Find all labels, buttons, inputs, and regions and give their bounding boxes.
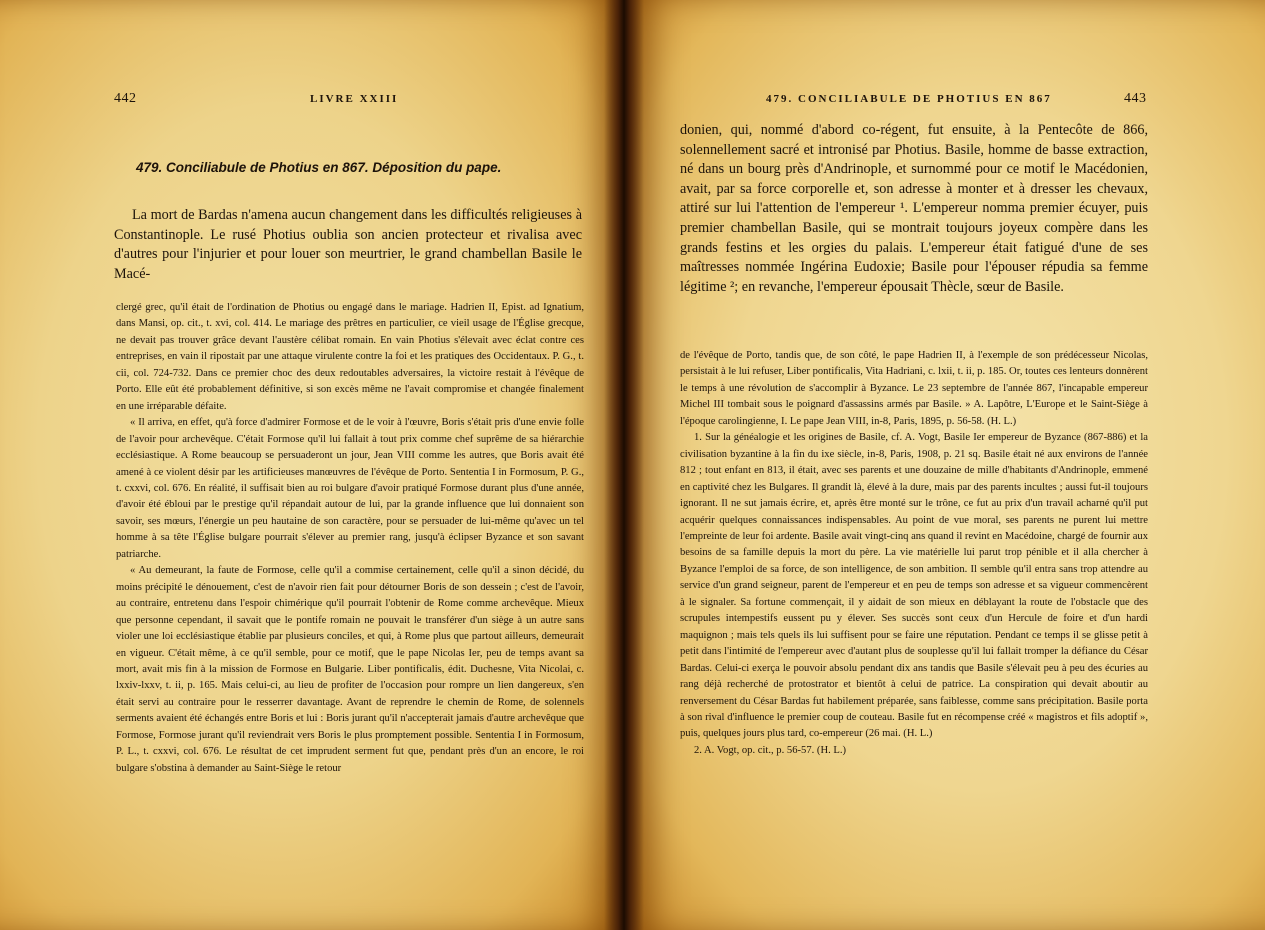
right-page-number: 443 — [1124, 91, 1147, 106]
left-note-paragraph: « Au demeurant, la faute de Formose, celle qu'il a commise certainement, celle qu'il a sinon décidé, du moins précipité le dénouement, c'est de n'avoir rien fait pour détourner Boris de son dessein ; c'est de l'avoir, au contraire, entretenu dans l'espoir chimérique qu'il pourrait l'obtenir de Rome comme archevêque. Mieux que personne cependant, il savait que le pontife romain ne pouvait le transférer d'un siège à un autre sans violer une loi ecclésiastique établie par plusieurs conciles, et qui, à Rome plus que partout ailleurs, demeurait en vigueur. C'était même, à ce qu'il semble, pour ce motif, que le pape Nicolas Ier, peu de temps avant sa mort, avait mis fin à la mission de Formose en Bulgarie. Liber pontificalis, édit. Duchesne, Vita Nicolai, c. lxxiv-lxxv, t. ii, p. 165. Mais celui-ci, au lieu de profiter de l'occasion pour rompre un lien dangereux, s'en était servi au contraire pour le resserrer davantage. Avant de reprendre le chemin de Rome, de solennels serments avaient été échangés entre Boris et lui : Boris jurant qu'il n'accepterait jamais d'autre archevêque que Formose, Formose jurant qu'il reviendrait vers Boris le plus promptement possible. Sententia I in Formosum, P. L., t. cxxvi, col. 676. Le résultat de cet imprudent serment fut que, pendant près d'un an encore, le roi bulgare s'obstina à demander au Saint-Siège le retour — [116, 565, 584, 774]
right-page — [630, 0, 1265, 930]
left-note-paragraph: « Il arriva, en effet, qu'à force d'admirer Formose et de le voir à l'œuvre, Boris s'était pris d'une envie folle de l'avoir pour archevêque. C'était Formose qu'il lui fallait à tout prix comme chef suprême de sa hiérarchie ecclésiastique. A Rome beaucoup se persuaderont un jour, Jean VIII comme les autres, que Boris avait été amené à ce violent désir par les artificieuses manœuvres de l'évêque de Porto. Sententia I in Formosum, P. G., t. cxxvi, col. 676. En réalité, il suffisait bien au roi bulgare d'avoir pratiqué Formose durant plus d'une année, d'avoir été ébloui par le prestige qu'il répandait autour de lui, par la grande influence que lui donnaient son savoir, ses mœurs, l'énergie un peu hautaine de son caractère, pour se persuader de lui-même qu'avec un tel homme à sa tête l'Église bulgare pourrait s'élever au premier rang, jusqu'à éclipser Byzance et son savant patriarche. — [116, 417, 584, 560]
footnote-2: 2. A. Vogt, op. cit., p. 56-57. (H. L.) — [694, 744, 847, 756]
left-page-number: 442 — [114, 91, 137, 106]
right-body-text: donien, qui, nommé d'abord co-régent, fut ensuite, à la Pentecôte de 866, solennellement sacré et intronisé par Photius. Basile, homme de basse extraction, né dans un bourg près d'Andrinople, et surnommé pour ce motif le Macédonien, avait, par sa force corporelle et, son adresse à monter et à dresser les chevaux, attiré sur lui l'attention de l'empereur ¹. L'empereur nomma premier écuyer, puis premier chambellan Basile, qui se montrait toujours joyeux compère dans les grands festins et les orgies du palais. L'empereur était fatigué d'une de ses maîtresses nommée Ingérina Eudoxie; Basile pour l'épouser répudia sa femme légitime ²; en revanche, l'empereur épousait Thècle, sœur de Basile. — [680, 122, 1148, 295]
left-body-text: La mort de Bardas n'amena aucun changement dans les difficultés religieuses à Constantinople. Le rusé Photius oublia son ancien protecteur et rivalisa avec d'autres pour l'injurier et pour louer son meurtrier, le grand chambellan Basile le Macé- — [114, 207, 582, 282]
right-running-head: 479. CONCILIABULE DE PHOTIUS EN 867 — [766, 93, 1052, 105]
left-running-head: LIVRE XXIII — [310, 93, 399, 105]
right-note-paragraph: de l'évêque de Porto, tandis que, de son côté, le pape Hadrien II, à l'exemple de son prédécesseur Nicolas, persistait à le lui refuser, Liber pontificalis, Vita Hadriani, c. lxii, t. ii, p. 185. Or, toutes ces lenteurs donnèrent le temps à une révolution de s'accomplir à Byzance. Le 23 septembre de l'année 867, l'incapable empereur Michel III tombait sous le poignard d'assassins armés par Basile. » A. Lapôtre, L'Europe et le Saint-Siège à l'époque carolingienne, I. Le pape Jean VIII, in-8, Paris, 1895, p. 56-58. (H. L.) — [680, 350, 1148, 427]
left-footnotes — [116, 300, 584, 777]
left-page — [0, 0, 618, 930]
section-heading: 479. Conciliabule de Photius en 867. Déposition du pape. — [136, 160, 502, 175]
left-note-paragraph: clergé grec, qu'il était de l'ordination de Photius ou engagé dans le mariage. Hadrien II, Epist. ad Ignatium, dans Mansi, op. cit., t. xvi, col. 414. Le mariage des prêtres en particulier, ce vieil usage de l'Église grecque, ne devait pas trouver grâce devant l'austère célibat romain. En vain Photius s'élevait avec éclat contre ces entreprises, en vain il ripostait par une attaque virulente contre la foi et les pratiques des Occidentaux. P. G., t. cii, col. 724-732. Dans ce premier choc des deux redoutables adversaires, la victoire restait à l'évêque de Porto. Elle eût été probablement définitive, si son excès même ne l'avait compromise et changée finalement en une irréparable défaite. — [116, 302, 584, 412]
book-gutter — [604, 0, 644, 930]
right-footnotes — [680, 348, 1148, 759]
footnote-1: 1. Sur la généalogie et les origines de Basile, cf. A. Vogt, Basile Ier empereur de Byzance (867-886) et la civilisation byzantine à la fin du ixe siècle, in-8, Paris, 1908, p. 21 sq. Basile était né aux environs de l'année 812 ; tout enfant en 813, il était, avec ses parents et une douzaine de mille d'habitants d'Andrinople, emmené en captivité chez les Bulgares. Il grandit là, élevé à la dure, mais par des parents incultes ; aussi fut-il toujours ignorant. Il ne sut jamais écrire, et, après être monté sur le trône, ce fut au prix d'un travail acharné qu'il put acquérir quelques connaissances indispensables. Au point de vue moral, ses parents ne purent lui mettre l'empreinte de leur foi ardente. Basile avait vingt-cinq ans quand il revint en Macédoine, chargé de fournir aux besoins de sa famille depuis la mort du père. La vie matérielle lui parut trop pénible et il alla chercher à Byzance l'emploi de sa force, de son intelligence, de son ambition. Il semble qu'il entra sans trop attendre au service d'un grand seigneur, parent de l'empereur et en peu de temps son adresse et sa vigueur commencèrent à le signaler. Sa fortune commençait, il y aidait de son mieux en déblayant la route de l'obstacle que des scrupules intempestifs eussent pu y élever. Ses succès sont ceux d'un Hercule de foire et d'un hardi maquignon ; mais tels quels ils lui suffisent pour se faire une réputation. Pendant ce temps il se glisse petit à petit dans l'intimité de l'empereur avec d'autant plus de souplesse qu'il lui fallait tromper la défiance du César Bardas. Celui-ci exerça le pouvoir absolu pendant dix ans tandis que Basile s'élevait peu à peu des écuries au rang déjà recherché de protostrator et bientôt à celui de patrice. La conspiration qui devait aboutir au renversement du César Bardas fut habilement préparée, sans faiblesse, comme sans précipitation. Basile porta à son rival d'influence le premier coup de couteau. Basile fut en récompense créé « magistros et fils adoptif », puis, quelques jours plus tard, co-empereur (26 mai. (H. L.) — [680, 432, 1148, 740]
